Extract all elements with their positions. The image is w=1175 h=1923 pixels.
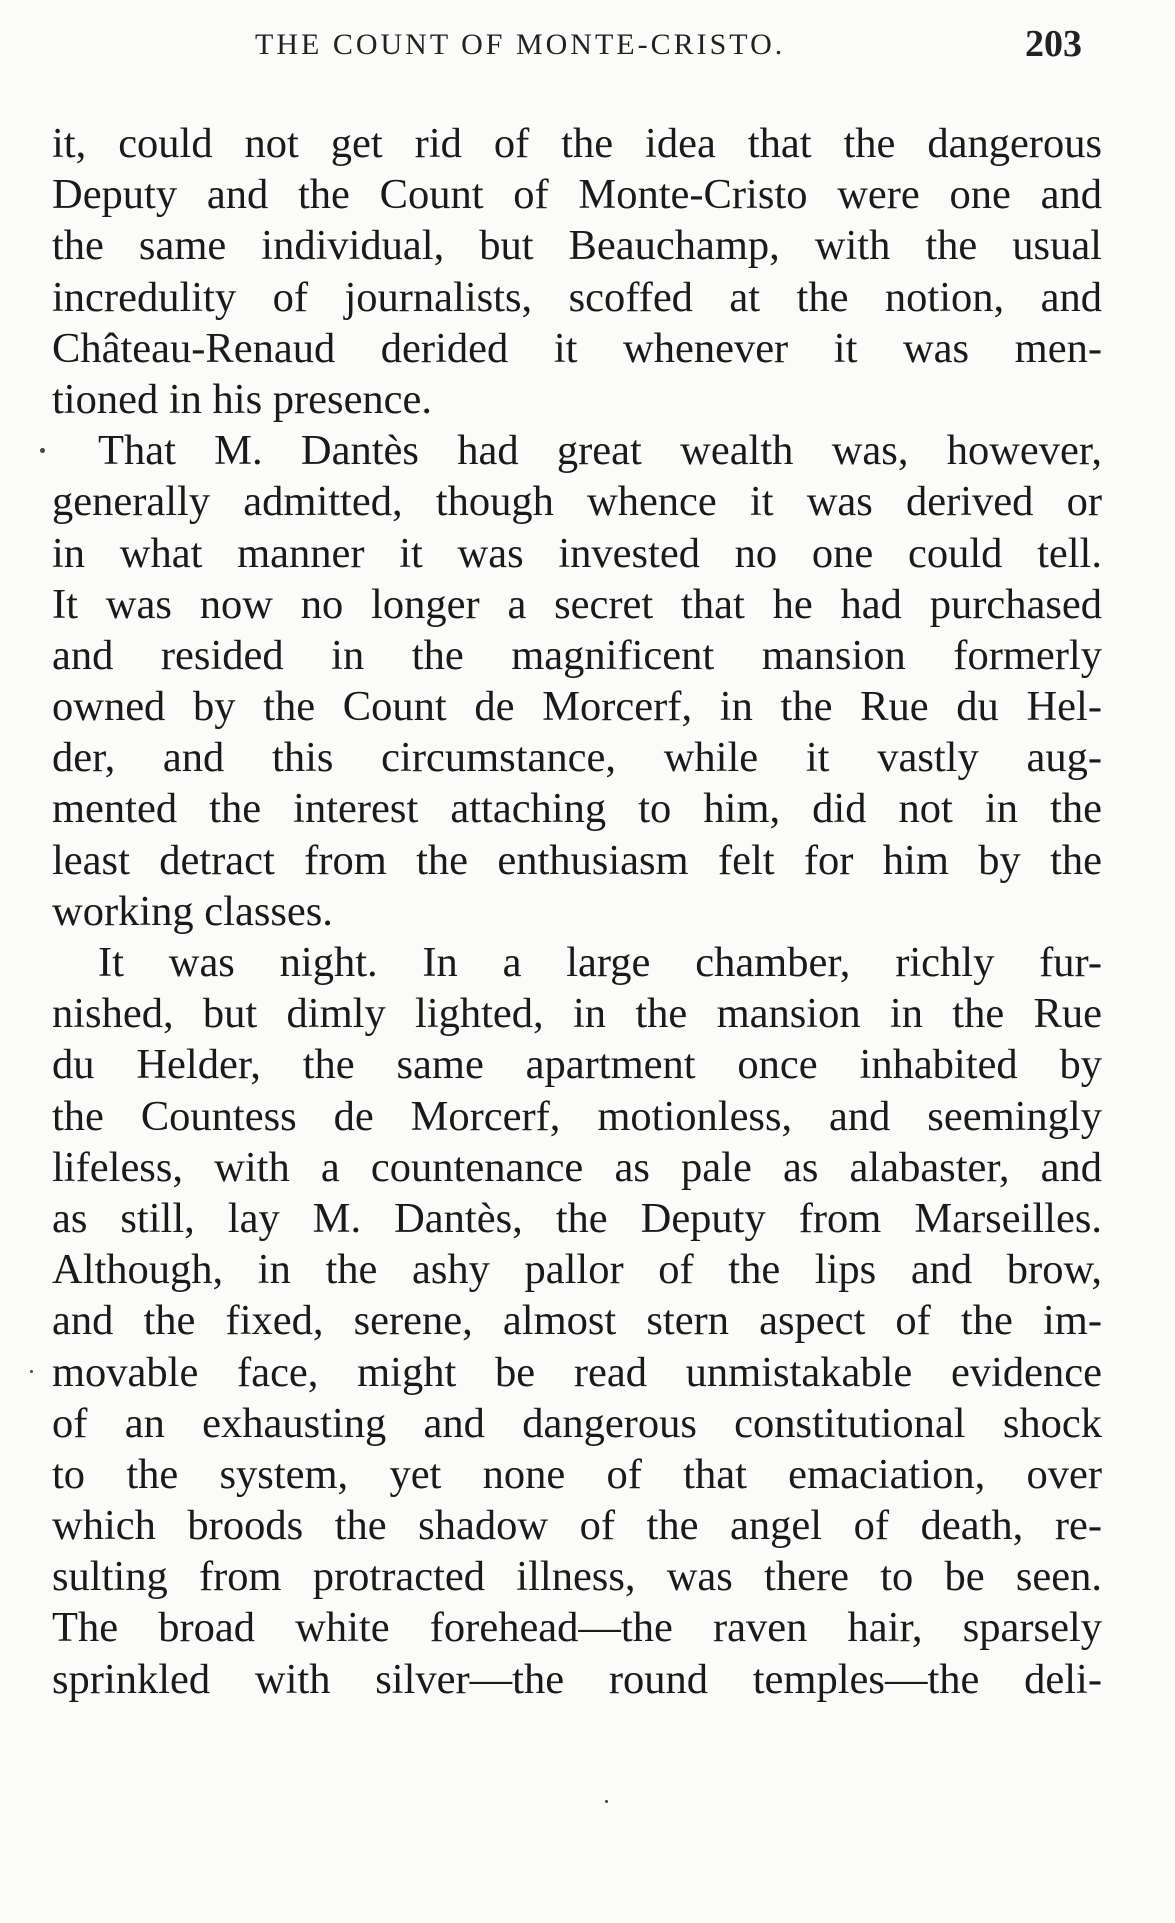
text-line: to the system, yet none of that emaciation, over: [52, 1450, 1102, 1498]
text-line: it, could not get rid of the idea that the dangerous: [52, 120, 1102, 167]
text-line: incredulity of journalists, scoffed at the notion, and: [52, 273, 1102, 321]
text-line: least detract from the enthusiasm felt for him by the: [52, 836, 1102, 884]
text-line: which broods the shadow of the angel of death, re-: [52, 1502, 1102, 1550]
text-line: It was night. In a large chamber, richly fur-: [98, 939, 1102, 986]
text-line: sprinkled with silver—the round temples—the deli-: [52, 1655, 1102, 1703]
text-line: lifeless, with a countenance as pale as alabaster, and: [52, 1143, 1102, 1191]
body-text: [52, 118, 1102, 1705]
paper-speck: [605, 1800, 608, 1803]
text-line: working classes.: [52, 887, 333, 935]
running-head-title: THE COUNT OF MONTE-CRISTO.: [255, 28, 786, 61]
page-number: 203: [1025, 23, 1082, 65]
text-line: and the fixed, serene, almost stern aspect of the im-: [52, 1297, 1102, 1345]
text-line: The broad white forehead—the raven hair, sparsely: [52, 1604, 1102, 1652]
text-line: That M. Dantès had great wealth was, however,: [98, 427, 1102, 475]
text-line: as still, lay M. Dantès, the Deputy from Marseilles.: [52, 1194, 1102, 1242]
text-line: owned by the Count de Morcerf, in the Rue du Hel-: [52, 683, 1102, 731]
text-line: Although, in the ashy pallor of the lips and brow,: [52, 1246, 1102, 1294]
paper-speck: [40, 448, 45, 453]
text-line: It was now no longer a secret that he had purchased: [52, 580, 1102, 628]
text-line: du Helder, the same apartment once inhabited by: [52, 1041, 1102, 1089]
text-line: sulting from protracted illness, was there to be seen.: [52, 1553, 1102, 1601]
text-line: generally admitted, though whence it was derived or: [52, 478, 1102, 526]
text-line: Château-Renaud derided it whenever it was men-: [52, 324, 1102, 372]
text-line: in what manner it was invested no one could tell.: [52, 529, 1102, 577]
text-line: movable face, might be read unmistakable evidence: [52, 1348, 1102, 1396]
text-line: der, and this circumstance, while it vastly aug-: [52, 734, 1102, 782]
text-line: tioned in his presence.: [52, 375, 433, 423]
text-line: the Countess de Morcerf, motionless, and seemingly: [52, 1092, 1102, 1140]
paper-speck: [30, 1370, 33, 1373]
text-line: nished, but dimly lighted, in the mansion in the Rue: [52, 990, 1102, 1038]
text-line: Deputy and the Count of Monte-Cristo were one and: [52, 171, 1102, 219]
text-line: mented the interest attaching to him, did not in the: [52, 785, 1102, 833]
text-line: and resided in the magnificent mansion formerly: [52, 631, 1102, 679]
text-line: of an exhausting and dangerous constitutional shock: [52, 1399, 1102, 1447]
text-line: the same individual, but Beauchamp, with the usual: [52, 222, 1102, 270]
